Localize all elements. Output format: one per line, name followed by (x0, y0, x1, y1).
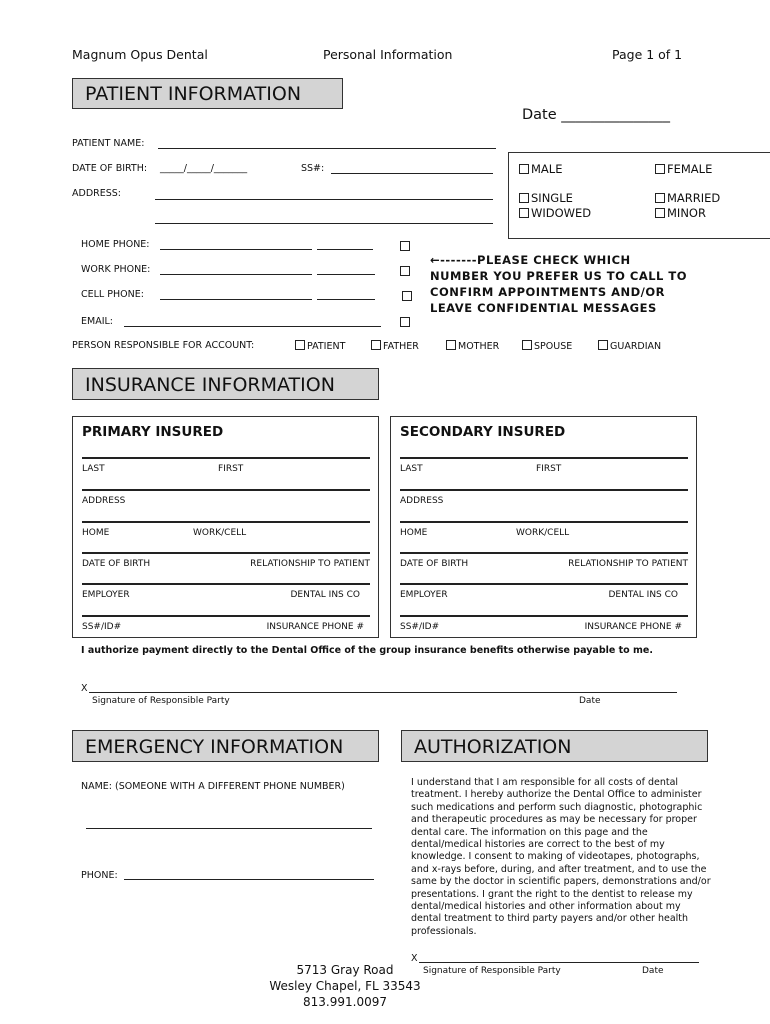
male-label: MALE (531, 162, 563, 176)
checkbox-icon (655, 193, 665, 203)
secondary-row-name[interactable] (400, 457, 688, 477)
secondary-insured-title: SECONDARY INSURED (400, 424, 566, 440)
primary-row-dob[interactable] (82, 552, 370, 572)
home-phone-label: HOME PHONE: (81, 239, 150, 250)
work-phone-checkbox[interactable] (400, 266, 410, 276)
option-label: SPOUSE (534, 341, 573, 352)
checkbox-icon (295, 340, 305, 350)
responsible-label: PERSON RESPONSIBLE FOR ACCOUNT: (72, 340, 255, 351)
work-phone-label: WORK PHONE: (81, 264, 151, 275)
authorization-date-label: Date (642, 966, 664, 976)
insurance-date-label: Date (579, 696, 601, 706)
patient-info-title: PATIENT INFORMATION (72, 78, 343, 109)
option-label: GUARDIAN (610, 341, 662, 352)
checkbox-icon (371, 340, 381, 350)
email-label: EMAIL: (81, 316, 113, 327)
row-label: EMPLOYER (400, 590, 448, 600)
option-label: MOTHER (458, 341, 500, 352)
home-phone-field[interactable] (160, 249, 312, 250)
primary-row-employer[interactable] (82, 583, 370, 603)
female-checkbox[interactable] (655, 162, 712, 176)
insurance-sig-x: X (81, 683, 88, 694)
male-checkbox[interactable] (519, 162, 562, 176)
emergency-name-label: NAME: (SOMEONE WITH A DIFFERENT PHONE NUMBER) (81, 781, 345, 792)
row-label: LAST (82, 464, 105, 474)
primary-insured-title: PRIMARY INSURED (82, 424, 224, 440)
row-label: RELATIONSHIP TO PATIENT (568, 559, 688, 569)
authorization-sig-x: X (411, 953, 418, 964)
payment-authorization: I authorize payment directly to the Dental Office of the group insurance benefits otherwise payable to me. (81, 645, 653, 656)
row-label: DENTAL INS CO (608, 590, 678, 600)
insurance-info-title: INSURANCE INFORMATION (72, 368, 379, 400)
row-label: EMPLOYER (82, 590, 130, 600)
email-checkbox[interactable] (400, 317, 410, 327)
home-phone-checkbox[interactable] (400, 241, 410, 251)
patient-name-field[interactable] (158, 148, 496, 149)
practice-name: Magnum Opus Dental (72, 47, 208, 62)
responsible-mother[interactable] (446, 340, 499, 352)
row-label: INSURANCE PHONE # (266, 622, 364, 632)
insurance-sig-label: Signature of Responsible Party (92, 696, 230, 706)
row-label: RELATIONSHIP TO PATIENT (250, 559, 370, 569)
row-label: LAST (400, 464, 423, 474)
checkbox-icon (655, 208, 665, 218)
practice-phone: 813.991.0097 (303, 995, 387, 1009)
married-checkbox[interactable] (655, 191, 720, 205)
checkbox-icon (522, 340, 532, 350)
row-label: DATE OF BIRTH (82, 559, 151, 569)
date-field[interactable]: Date _______________ (522, 107, 671, 123)
ss-label: SS#: (301, 163, 325, 174)
callout-line-1: ←-------PLEASE CHECK WHICH (430, 253, 631, 267)
work-phone-ext[interactable] (317, 274, 375, 275)
single-label: SINGLE (531, 191, 573, 205)
option-label: PATIENT (307, 341, 346, 352)
primary-row-name[interactable] (82, 457, 370, 477)
dob-field[interactable]: _____/_____/_______ (160, 163, 248, 174)
row-label: DATE OF BIRTH (400, 559, 469, 569)
checkbox-icon (598, 340, 608, 350)
practice-address (250, 962, 440, 1010)
checkbox-icon (655, 164, 665, 174)
secondary-row-employer[interactable] (400, 583, 688, 603)
row-label: SS#/ID# (400, 622, 440, 632)
primary-row-address[interactable] (82, 489, 370, 509)
secondary-row-address[interactable] (400, 489, 688, 509)
emergency-name-field[interactable] (86, 828, 372, 829)
form-name: Personal Information (323, 47, 453, 62)
callout-line-4: LEAVE CONFIDENTIAL MESSAGES (430, 301, 657, 315)
email-field[interactable] (124, 326, 381, 327)
gender-status-box (508, 152, 770, 239)
widowed-label: WIDOWED (531, 206, 592, 220)
checkbox-icon (519, 208, 529, 218)
row-label: WORK/CELL (516, 528, 570, 538)
secondary-insured-panel (390, 416, 697, 638)
emergency-phone-label: PHONE: (81, 870, 118, 881)
row-label: WORK/CELL (193, 528, 247, 538)
address-city: Wesley Chapel, FL 33543 (269, 979, 421, 993)
row-label: DENTAL INS CO (290, 590, 360, 600)
callout-line-2: NUMBER YOU PREFER US TO CALL TO (430, 269, 687, 283)
contact-preference-callout (430, 252, 687, 316)
responsible-father[interactable] (371, 340, 419, 352)
option-label: FATHER (383, 341, 419, 352)
address-line-2[interactable] (155, 223, 493, 224)
address-label: ADDRESS: (72, 188, 121, 199)
responsible-spouse[interactable] (522, 340, 572, 352)
row-label: ADDRESS (400, 496, 444, 506)
row-label: HOME (82, 528, 110, 538)
ss-field[interactable] (331, 173, 493, 174)
authorization-sig-label: Signature of Responsible Party (423, 966, 561, 976)
female-label: FEMALE (667, 162, 713, 176)
checkbox-icon (446, 340, 456, 350)
cell-phone-label: CELL PHONE: (81, 289, 144, 300)
minor-label: MINOR (667, 206, 706, 220)
patient-name-label: PATIENT NAME: (72, 138, 145, 149)
single-checkbox[interactable] (519, 191, 573, 205)
dob-label: DATE OF BIRTH: (72, 163, 148, 174)
minor-checkbox[interactable] (655, 206, 706, 220)
address-street: 5713 Gray Road (296, 963, 394, 977)
cell-phone-ext[interactable] (317, 299, 375, 300)
home-phone-ext[interactable] (317, 249, 373, 250)
checkbox-icon (519, 164, 529, 174)
secondary-row-phones[interactable] (400, 521, 688, 541)
insurance-signature-line[interactable] (89, 692, 677, 693)
authorization-text: I understand that I am responsible for all costs of dental treatment. I hereby authorize the Dental Office to administer such medications and perform such diagnostic, photographic and therapeutic procedures as may be necessary for proper dental care. The information on this page and the dental/medical histories are correct to the best of my knowledge. I consent to making of videotapes, photographs, and x-rays before, during, and after treatment, and to use the same by the doctor in scientific papers, demonstrations and/or presentations. I grant the right to the dentist to release my dental/medical histories and other information about my dental treatment to third party payers and/or other health professionals. (411, 777, 711, 937)
row-label: FIRST (536, 464, 562, 474)
authorization-title: AUTHORIZATION (401, 730, 708, 762)
row-label: FIRST (218, 464, 244, 474)
address-line-1[interactable] (155, 199, 493, 200)
primary-row-ssid[interactable] (82, 615, 370, 635)
married-label: MARRIED (667, 191, 721, 205)
emergency-info-title: EMERGENCY INFORMATION (72, 730, 379, 762)
emergency-phone-field[interactable] (124, 879, 374, 880)
responsible-patient[interactable] (295, 340, 345, 352)
cell-phone-checkbox[interactable] (402, 291, 412, 301)
row-label: HOME (400, 528, 428, 538)
widowed-checkbox[interactable] (519, 206, 591, 220)
row-label: SS#/ID# (82, 622, 122, 632)
primary-insured-panel (72, 416, 379, 638)
authorization-signature-line[interactable] (419, 962, 699, 963)
row-label: INSURANCE PHONE # (584, 622, 682, 632)
checkbox-icon (519, 193, 529, 203)
responsible-guardian[interactable] (598, 340, 661, 352)
cell-phone-field[interactable] (160, 299, 312, 300)
primary-row-phones[interactable] (82, 521, 370, 541)
secondary-row-dob[interactable] (400, 552, 688, 572)
callout-line-3: CONFIRM APPOINTMENTS AND/OR (430, 285, 666, 299)
work-phone-field[interactable] (160, 274, 312, 275)
secondary-row-ssid[interactable] (400, 615, 688, 635)
row-label: ADDRESS (82, 496, 126, 506)
page-number: Page 1 of 1 (612, 47, 683, 62)
